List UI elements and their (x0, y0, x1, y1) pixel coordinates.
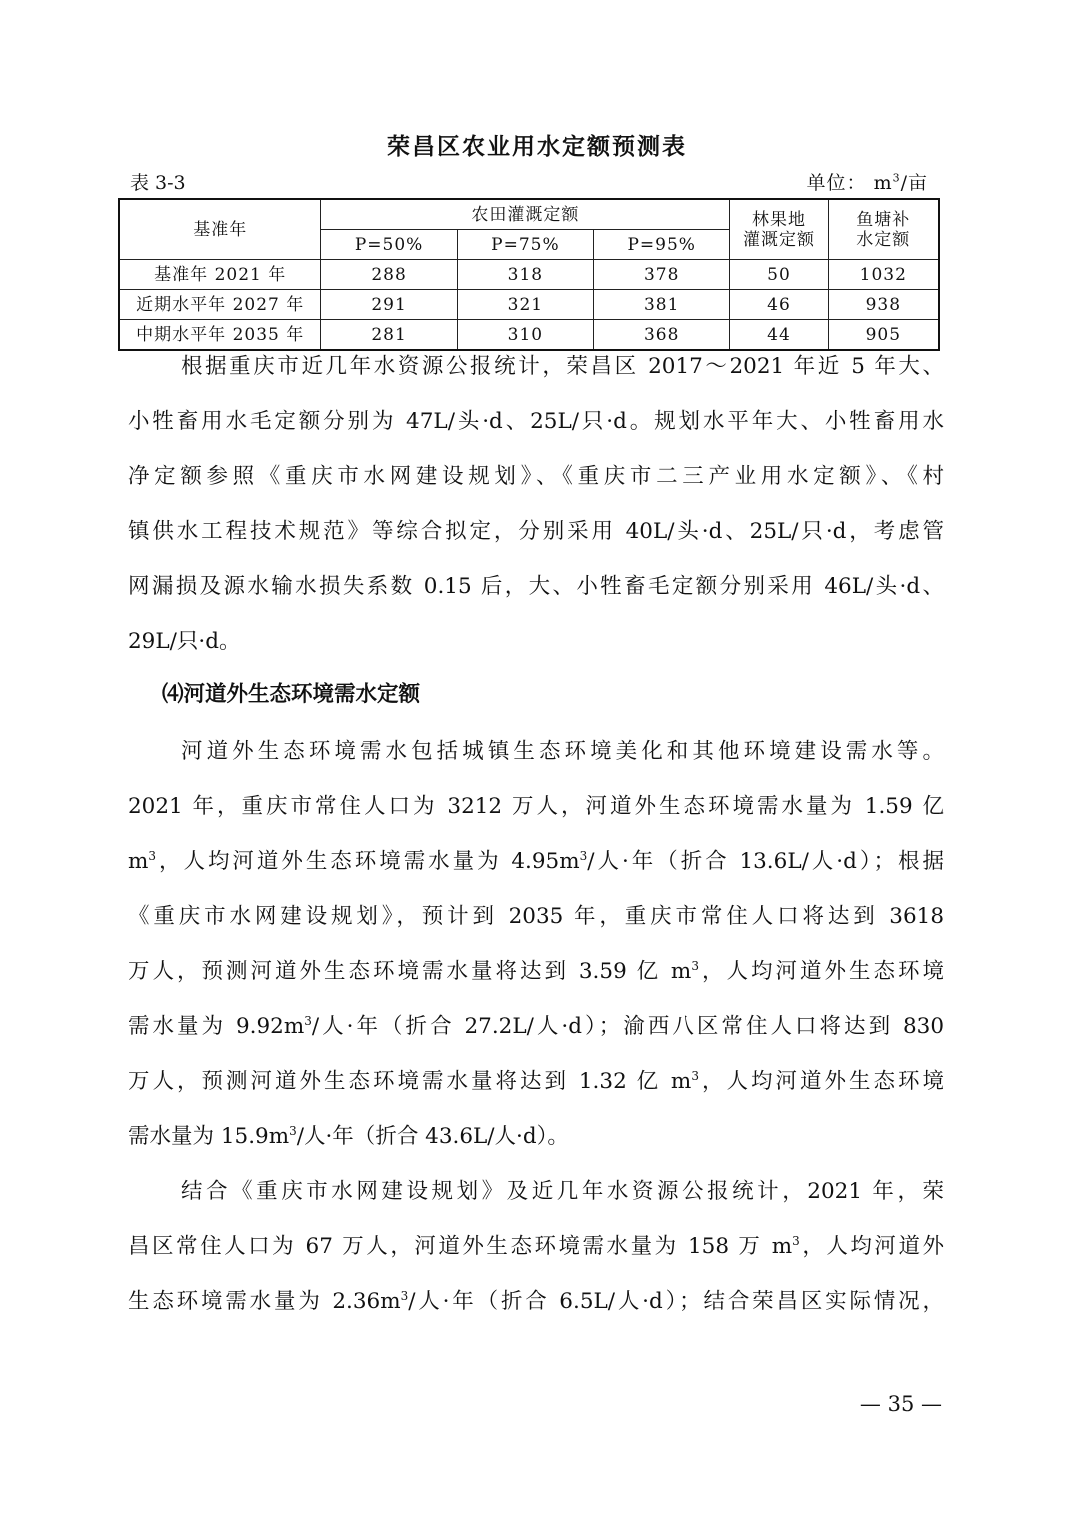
page-number: — 35 — (859, 1392, 942, 1416)
header-p50: P=50% (321, 230, 457, 260)
paragraph-line: 镇供水工程技术规范》等综合拟定，分别采用 40L/头·d、25L/只·d，考虑管 (128, 519, 944, 544)
cell-fishpond: 905 (828, 320, 939, 351)
superscript: 3 (691, 958, 699, 973)
paragraph-line: 29L/只·d。 (128, 629, 241, 654)
cell-p50: 291 (321, 290, 457, 320)
superscript: 3 (579, 848, 588, 863)
section-heading: ⑷河道外生态环境需水定额 (162, 682, 421, 707)
unit-label: 单位： (806, 172, 867, 194)
paragraph-line: 网漏损及源水输水损失系数 0.15 后，大、小牲畜毛定额分别采用 46L/头·d、 (128, 574, 944, 599)
header-p75: P=75% (457, 230, 593, 260)
text-run: 万人，预测河道外生态环境需水量将达到 3.59 亿 m (128, 959, 692, 984)
header-farmland-irrigation: 农田灌溉定额 (321, 199, 730, 230)
table-number: 表 3-3 (130, 172, 186, 194)
table-row (119, 320, 939, 351)
text-run: m (128, 849, 149, 874)
unit-sup: 3 (892, 171, 901, 185)
header-forest-line2: 灌溉定额 (742, 229, 815, 250)
text-run: 需水量为 9.92m (128, 1014, 305, 1039)
agricultural-water-quota-table (118, 198, 940, 351)
header-fishpond-quota (828, 199, 939, 260)
superscript: 3 (400, 1288, 409, 1303)
cell-forest: 44 (730, 320, 828, 351)
header-fishpond-line2: 水定额 (856, 229, 911, 250)
header-fishpond-line1: 鱼塘补 (856, 209, 911, 230)
text-run: ，人均河道外 (799, 1234, 944, 1259)
text-run: 昌区常住人口为 67 万人，河道外生态环境需水量为 158 万 m (128, 1234, 793, 1259)
superscript: 3 (691, 1068, 699, 1083)
text-run: /人·年（折合 6.5L/人·d）；结合荣昌区实际情况， (408, 1289, 945, 1314)
cell-p75: 318 (457, 260, 593, 290)
paragraph-line (128, 1122, 944, 1152)
paragraph-line (128, 1287, 944, 1317)
cell-p75: 310 (457, 320, 593, 351)
text-run: 万人，预测河道外生态环境需水量将达到 1.32 亿 m (128, 1069, 692, 1094)
cell-p95: 368 (594, 320, 730, 351)
cell-forest: 46 (730, 290, 828, 320)
paragraph-line (128, 957, 944, 987)
paragraph-line: 《重庆市水网建设规划》，预计到 2035 年，重庆市常住人口将达到 3618 (128, 904, 944, 929)
paragraph-line (128, 1232, 944, 1262)
text-run: /人·年（折合 43.6L/人·d）。 (296, 1124, 569, 1149)
cell-p95: 378 (594, 260, 730, 290)
text-run: 需水量为 15.9m (128, 1124, 290, 1149)
cell-p75: 321 (457, 290, 593, 320)
cell-p50: 288 (321, 260, 457, 290)
header-p95: P=95% (594, 230, 730, 260)
cell-p95: 381 (594, 290, 730, 320)
unit-base: m (873, 172, 893, 194)
text-run: /人·年（折合 13.6L/人·d）；根据 (587, 849, 944, 874)
header-base-year: 基准年 (119, 199, 321, 260)
text-run: 生态环境需水量为 2.36m (128, 1289, 401, 1314)
header-forest-line1: 林果地 (751, 209, 806, 230)
cell-fishpond: 938 (828, 290, 939, 320)
row-label: 基准年 2021 年 (119, 260, 321, 290)
cell-fishpond: 1032 (828, 260, 939, 290)
text-run: /人·年（折合 27.2L/人·d）；渝西八区常住人口将达到 830 (311, 1014, 944, 1039)
table-unit (807, 168, 929, 195)
paragraph-line: 净定额参照《重庆市水网建设规划》、《重庆市二三产业用水定额》、《村 (128, 464, 944, 489)
paragraph-line: 结合《重庆市水网建设规划》及近几年水资源公报统计，2021 年，荣 (181, 1179, 944, 1204)
row-label: 中期水平年 2035 年 (119, 320, 321, 351)
table-caption-row (130, 168, 928, 194)
table-row (119, 260, 939, 290)
paragraph-line (128, 847, 944, 877)
superscript: 3 (304, 1013, 312, 1028)
table-header-row (119, 199, 939, 230)
superscript: 3 (148, 848, 157, 863)
paragraph-line: 根据重庆市近几年水资源公报统计，荣昌区 2017～2021 年近 5 年大、 (181, 354, 944, 379)
unit-tail: /亩 (900, 172, 928, 194)
superscript: 3 (289, 1123, 297, 1138)
cell-forest: 50 (730, 260, 828, 290)
text-run: ，人均河道外生态环境 (698, 959, 944, 984)
header-forest-irrigation (730, 199, 828, 260)
row-label: 近期水平年 2027 年 (119, 290, 321, 320)
paragraph-line: 河道外生态环境需水包括城镇生态环境美化和其他环境建设需水等。 (181, 739, 944, 764)
text-run: ，人均河道外生态环境需水量为 4.95m (156, 849, 580, 874)
paragraph-line (128, 1012, 944, 1042)
text-run: ，人均河道外生态环境 (698, 1069, 944, 1094)
table-row (119, 290, 939, 320)
cell-p50: 281 (321, 320, 457, 351)
table-title: 荣昌区农业用水定额预测表 (387, 134, 687, 160)
superscript: 3 (792, 1233, 800, 1248)
paragraph-line: 小牲畜用水毛定额分别为 47L/头·d、25L/只·d。规划水平年大、小牲畜用水 (128, 409, 944, 434)
paragraph-line (128, 1067, 944, 1097)
paragraph-line: 2021 年，重庆市常住人口为 3212 万人，河道外生态环境需水量为 1.59 亿 (128, 794, 944, 819)
